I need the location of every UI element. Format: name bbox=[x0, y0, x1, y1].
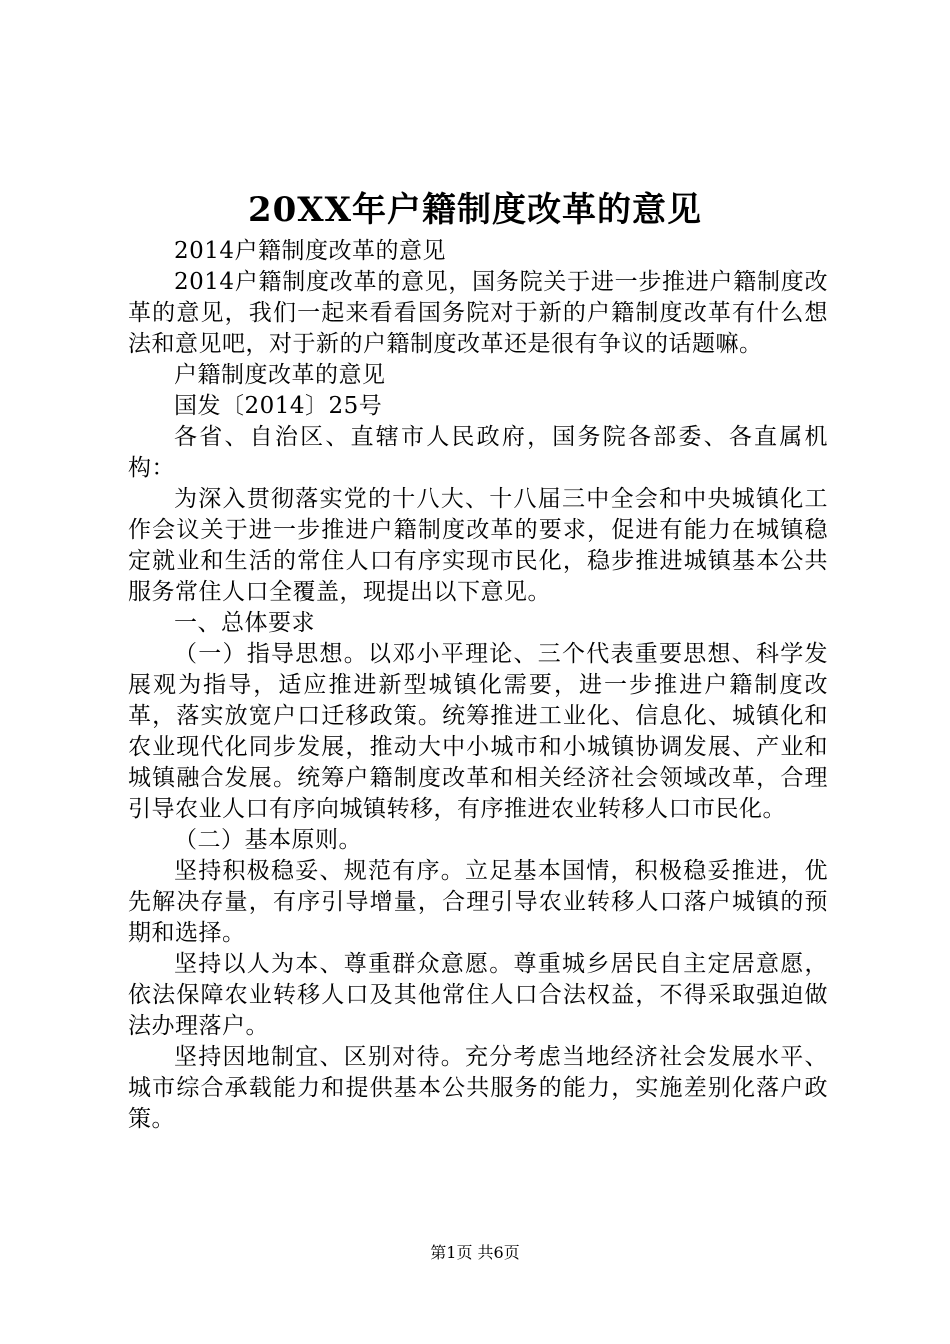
subsection-heading: （二）基本原则。 bbox=[174, 827, 362, 853]
paragraph: 各省、自治区、直辖市人民政府，国务院各部委、各直属机构： bbox=[128, 424, 828, 481]
paragraph: （一）指导思想。以邓小平理论、三个代表重要思想、科学发展观为指导，适应推进新型城镇化需要，进一步推进户籍制度改革，落实放宽户口迁移政策。统筹推进工业化、信息化、城镇化和农业现代化同步发展，推动大中小城市和小城镇协调发展、产业和城镇融合发展。统筹户籍制度改革和相关经济社会领域改革，合理引导农业人口有序向城镇转移，有序推进农业转移人口市民化。 bbox=[128, 641, 828, 822]
paragraph: 2014户籍制度改革的意见 bbox=[174, 238, 447, 264]
paragraph: 2014户籍制度改革的意见，国务院关于进一步推进户籍制度改革的意见，我们一起来看看国务院对于新的户籍制度改革有什么想法和意见吧，对于新的户籍制度改革还是很有争议的话题嘛。 bbox=[128, 269, 828, 357]
paragraph: 为深入贯彻落实党的十八大、十八届三中全会和中央城镇化工作会议关于进一步推进户籍制度改革的要求，促进有能力在城镇稳定就业和生活的常住人口有序实现市民化，稳步推进城镇基本公共服务常住人口全覆盖，现提出以下意见。 bbox=[128, 486, 828, 605]
section-heading: 一、总体要求 bbox=[174, 610, 315, 636]
paragraph: 坚持以人为本、尊重群众意愿。尊重城乡居民自主定居意愿，依法保障农业转移人口及其他常住人口合法权益，不得采取强迫做法办理落户。 bbox=[128, 951, 828, 1039]
page-footer: 第1页 共6页 bbox=[430, 1243, 520, 1262]
document-body bbox=[128, 236, 828, 1135]
paragraph: 户籍制度改革的意见 bbox=[174, 362, 386, 388]
paragraph: 坚持因地制宜、区别对待。充分考虑当地经济社会发展水平、城市综合承载能力和提供基本公共服务的能力，实施差别化落户政策。 bbox=[128, 1044, 828, 1132]
paragraph: 坚持积极稳妥、规范有序。立足基本国情，积极稳妥推进，优先解决存量，有序引导增量，合理引导农业转移人口落户城镇的预期和选择。 bbox=[128, 858, 828, 946]
paragraph: 国发〔2014〕25号 bbox=[174, 393, 383, 419]
document-title: 20XX年户籍制度改革的意见 bbox=[247, 190, 703, 230]
